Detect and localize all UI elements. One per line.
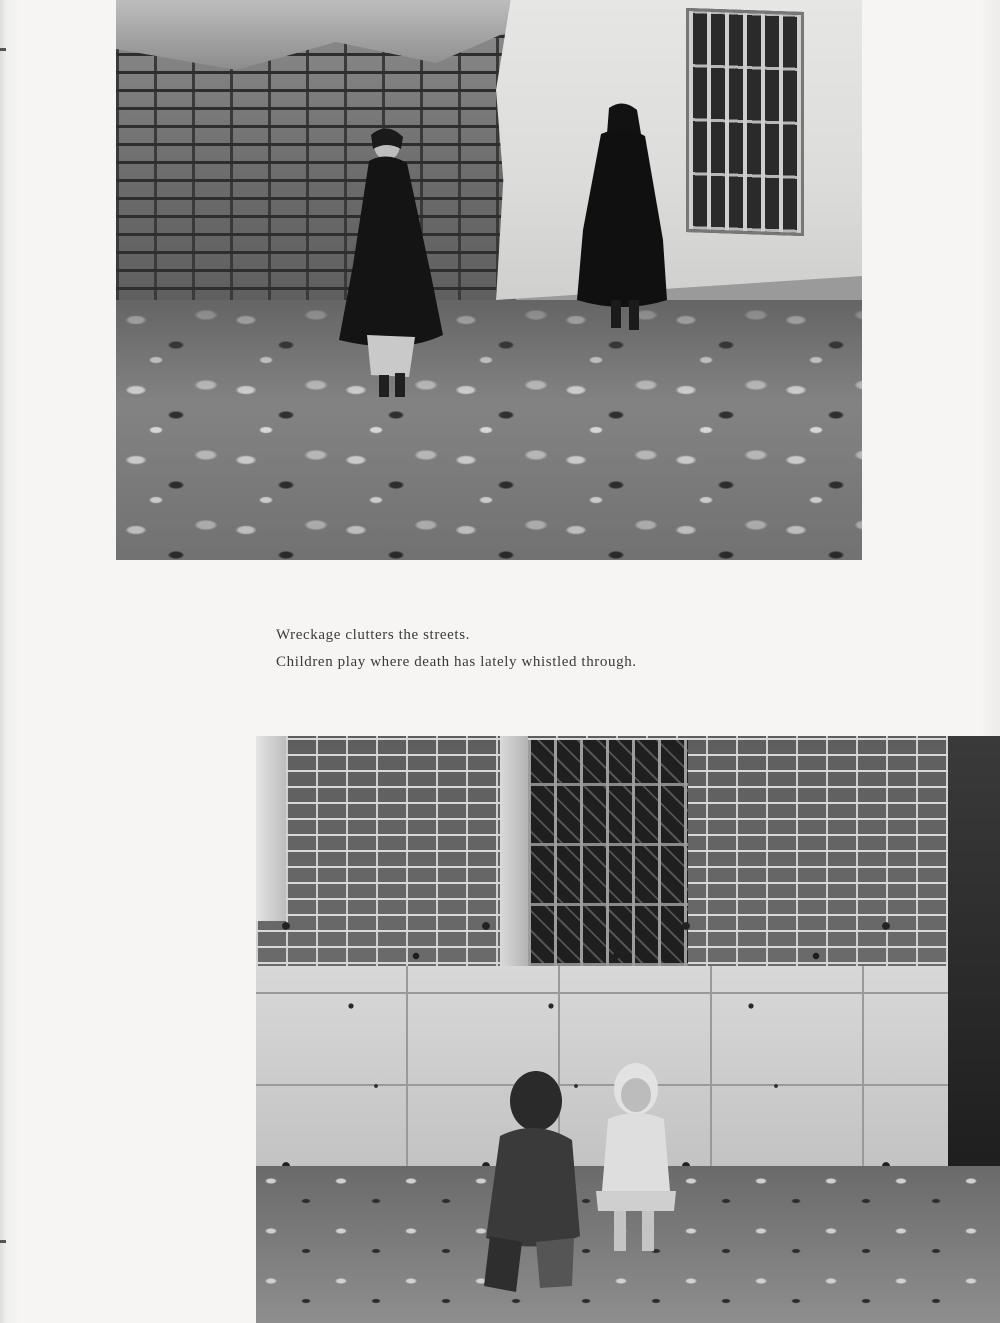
page-edge-mark	[0, 48, 6, 51]
woman-figure-right	[571, 100, 671, 335]
bottom-photograph	[256, 736, 1000, 1323]
child-figure-left	[476, 1066, 586, 1306]
rubble-shadow	[116, 300, 862, 560]
photo-caption	[276, 622, 876, 676]
plaster-wall	[496, 0, 862, 300]
caption-line-1: Wreckage clutters the streets.	[276, 627, 470, 643]
woman-figure-left	[331, 125, 446, 405]
barred-window	[686, 8, 804, 236]
top-photograph	[116, 0, 862, 560]
child-figure-right	[586, 1061, 686, 1261]
caption-line-2: Children play where death has lately whistled through.	[276, 654, 637, 670]
damaged-doorway	[948, 736, 1000, 1176]
page-edge-mark	[0, 1240, 6, 1243]
